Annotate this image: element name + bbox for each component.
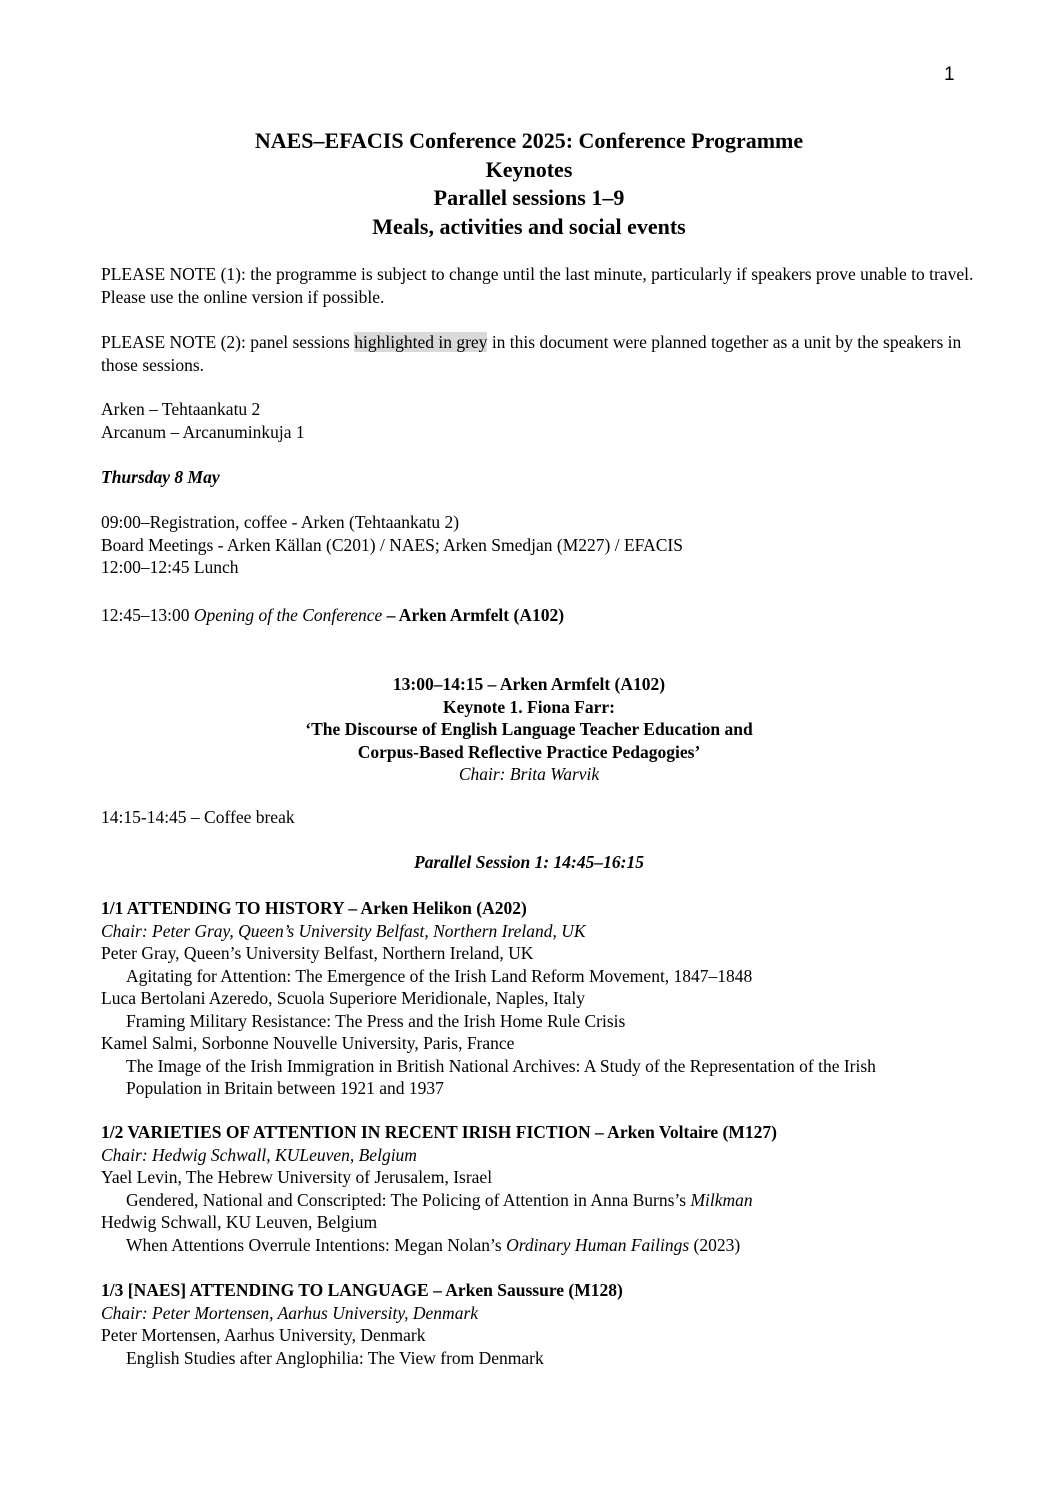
keynote-speaker: Keynote 1. Fiona Farr: — [442, 696, 616, 717]
speaker-line: Hedwig Schwall, KU Leuven, Belgium — [101, 1212, 378, 1232]
paper-title: Framing Military Resistance: The Press and the Irish Home Rule Crisis — [126, 1010, 626, 1031]
document-title — [0, 127, 1058, 241]
title-line: NAES–EFACIS Conference 2025: Conference Programme — [254, 128, 804, 153]
session-heading: 1/1 ATTENDING TO HISTORY – Arken Helikon (A202) — [101, 898, 527, 918]
session-heading: 1/3 [NAES] ATTENDING TO LANGUAGE – Arken Saussure (M128) — [101, 1280, 623, 1300]
coffee-break: 14:15-14:45 – Coffee break — [101, 807, 295, 827]
speaker-line: Kamel Salmi, Sorbonne Nouvelle University, Paris, France — [101, 1033, 515, 1053]
schedule-item: Board Meetings - Arken Källan (C201) / NAES; Arken Smedjan (M227) / EFACIS — [101, 534, 683, 555]
keynote-title-line: Corpus-Based Reflective Practice Pedagogies’ — [357, 741, 701, 762]
schedule-item: 09:00–Registration, coffee - Arken (Tehtaankatu 2) — [101, 512, 460, 532]
page-number: 1 — [944, 64, 955, 85]
paper-title-text: When Attentions Overrule Intentions: Megan Nolan’s — [126, 1234, 507, 1255]
title-line: Keynotes — [485, 156, 573, 182]
speaker-line: Peter Mortensen, Aarhus University, Denmark — [101, 1325, 426, 1345]
note-2-text-end: in this document were planned together as a unit by the speakers in those sessions. — [101, 332, 962, 375]
paper-title — [101, 1189, 991, 1212]
speaker-line: Peter Gray, Queen’s University Belfast, Northern Ireland, UK — [101, 943, 534, 963]
session-block-1-1 — [101, 897, 991, 1100]
paper-title — [101, 1234, 991, 1257]
paper-title-italic: Ordinary Human Failings — [506, 1234, 690, 1255]
paper-title: English Studies after Anglophilia: The View from Denmark — [126, 1347, 544, 1368]
paper-title: Agitating for Attention: The Emergence of the Irish Land Reform Movement, 1847–1848 — [126, 965, 753, 986]
schedule-item: 12:00–12:45 Lunch — [101, 557, 239, 577]
paper-title-italic: Milkman — [690, 1189, 753, 1210]
title-line: Parallel sessions 1–9 — [433, 185, 625, 210]
keynote-time-place: 13:00–14:15 – Arken Armfelt (A102) — [392, 674, 666, 694]
speaker-line: Yael Levin, The Hebrew University of Jerusalem, Israel — [101, 1167, 493, 1187]
venue-list — [101, 398, 991, 443]
opening-place: – Arken Armfelt (A102) — [382, 605, 565, 625]
session-block-1-2 — [101, 1121, 991, 1256]
session-chair: Chair: Hedwig Schwall, KULeuven, Belgium — [101, 1144, 417, 1165]
session-heading: 1/2 VARIETIES OF ATTENTION IN RECENT IRISH FICTION – Arken Voltaire (M127) — [101, 1122, 777, 1142]
grey-highlight-sample: highlighted in grey — [354, 332, 488, 352]
venue-item: Arcanum – Arcanuminkuja 1 — [101, 421, 305, 442]
paper-title-text: Gendered, National and Conscripted: The Policing of Attention in Anna Burns’s — [126, 1189, 691, 1210]
paper-title-text-end: (2023) — [689, 1234, 741, 1255]
venue-item: Arken – Tehtaankatu 2 — [101, 399, 261, 419]
session-chair: Chair: Peter Mortensen, Aarhus University, Denmark — [101, 1302, 479, 1323]
parallel-session-heading: Parallel Session 1: 14:45–16:15 — [414, 852, 644, 872]
keynote-title-line: ‘The Discourse of English Language Teacher Education and — [305, 719, 753, 739]
opening-time: 12:45–13:00 — [101, 605, 194, 625]
note-2 — [101, 331, 991, 376]
paper-title: The Image of the Irish Immigration in British National Archives: A Study of the Representation of the Irish — [126, 1055, 876, 1076]
keynote-chair: Chair: Brita Warvik — [458, 764, 600, 784]
title-line: Meals, activities and social events — [372, 213, 686, 239]
keynote-block — [0, 673, 1058, 786]
note-1: PLEASE NOTE (1): the programme is subject to change until the last minute, particularly if speakers prove unable to travel. Please use the online version if possible. — [101, 264, 974, 307]
note-2-text: PLEASE NOTE (2): panel sessions — [101, 332, 355, 352]
paper-title-continued: Population in Britain between 1921 and 1937 — [126, 1078, 444, 1098]
session-block-1-3 — [101, 1279, 991, 1369]
speaker-line: Luca Bertolani Azeredo, Scuola Superiore Meridionale, Naples, Italy — [101, 988, 586, 1008]
schedule-list — [101, 511, 991, 579]
day-heading: Thursday 8 May — [101, 467, 220, 487]
opening-line — [101, 604, 991, 627]
session-chair: Chair: Peter Gray, Queen’s University Belfast, Northern Ireland, UK — [101, 920, 586, 941]
opening-label: Opening of the Conference — [193, 605, 383, 625]
